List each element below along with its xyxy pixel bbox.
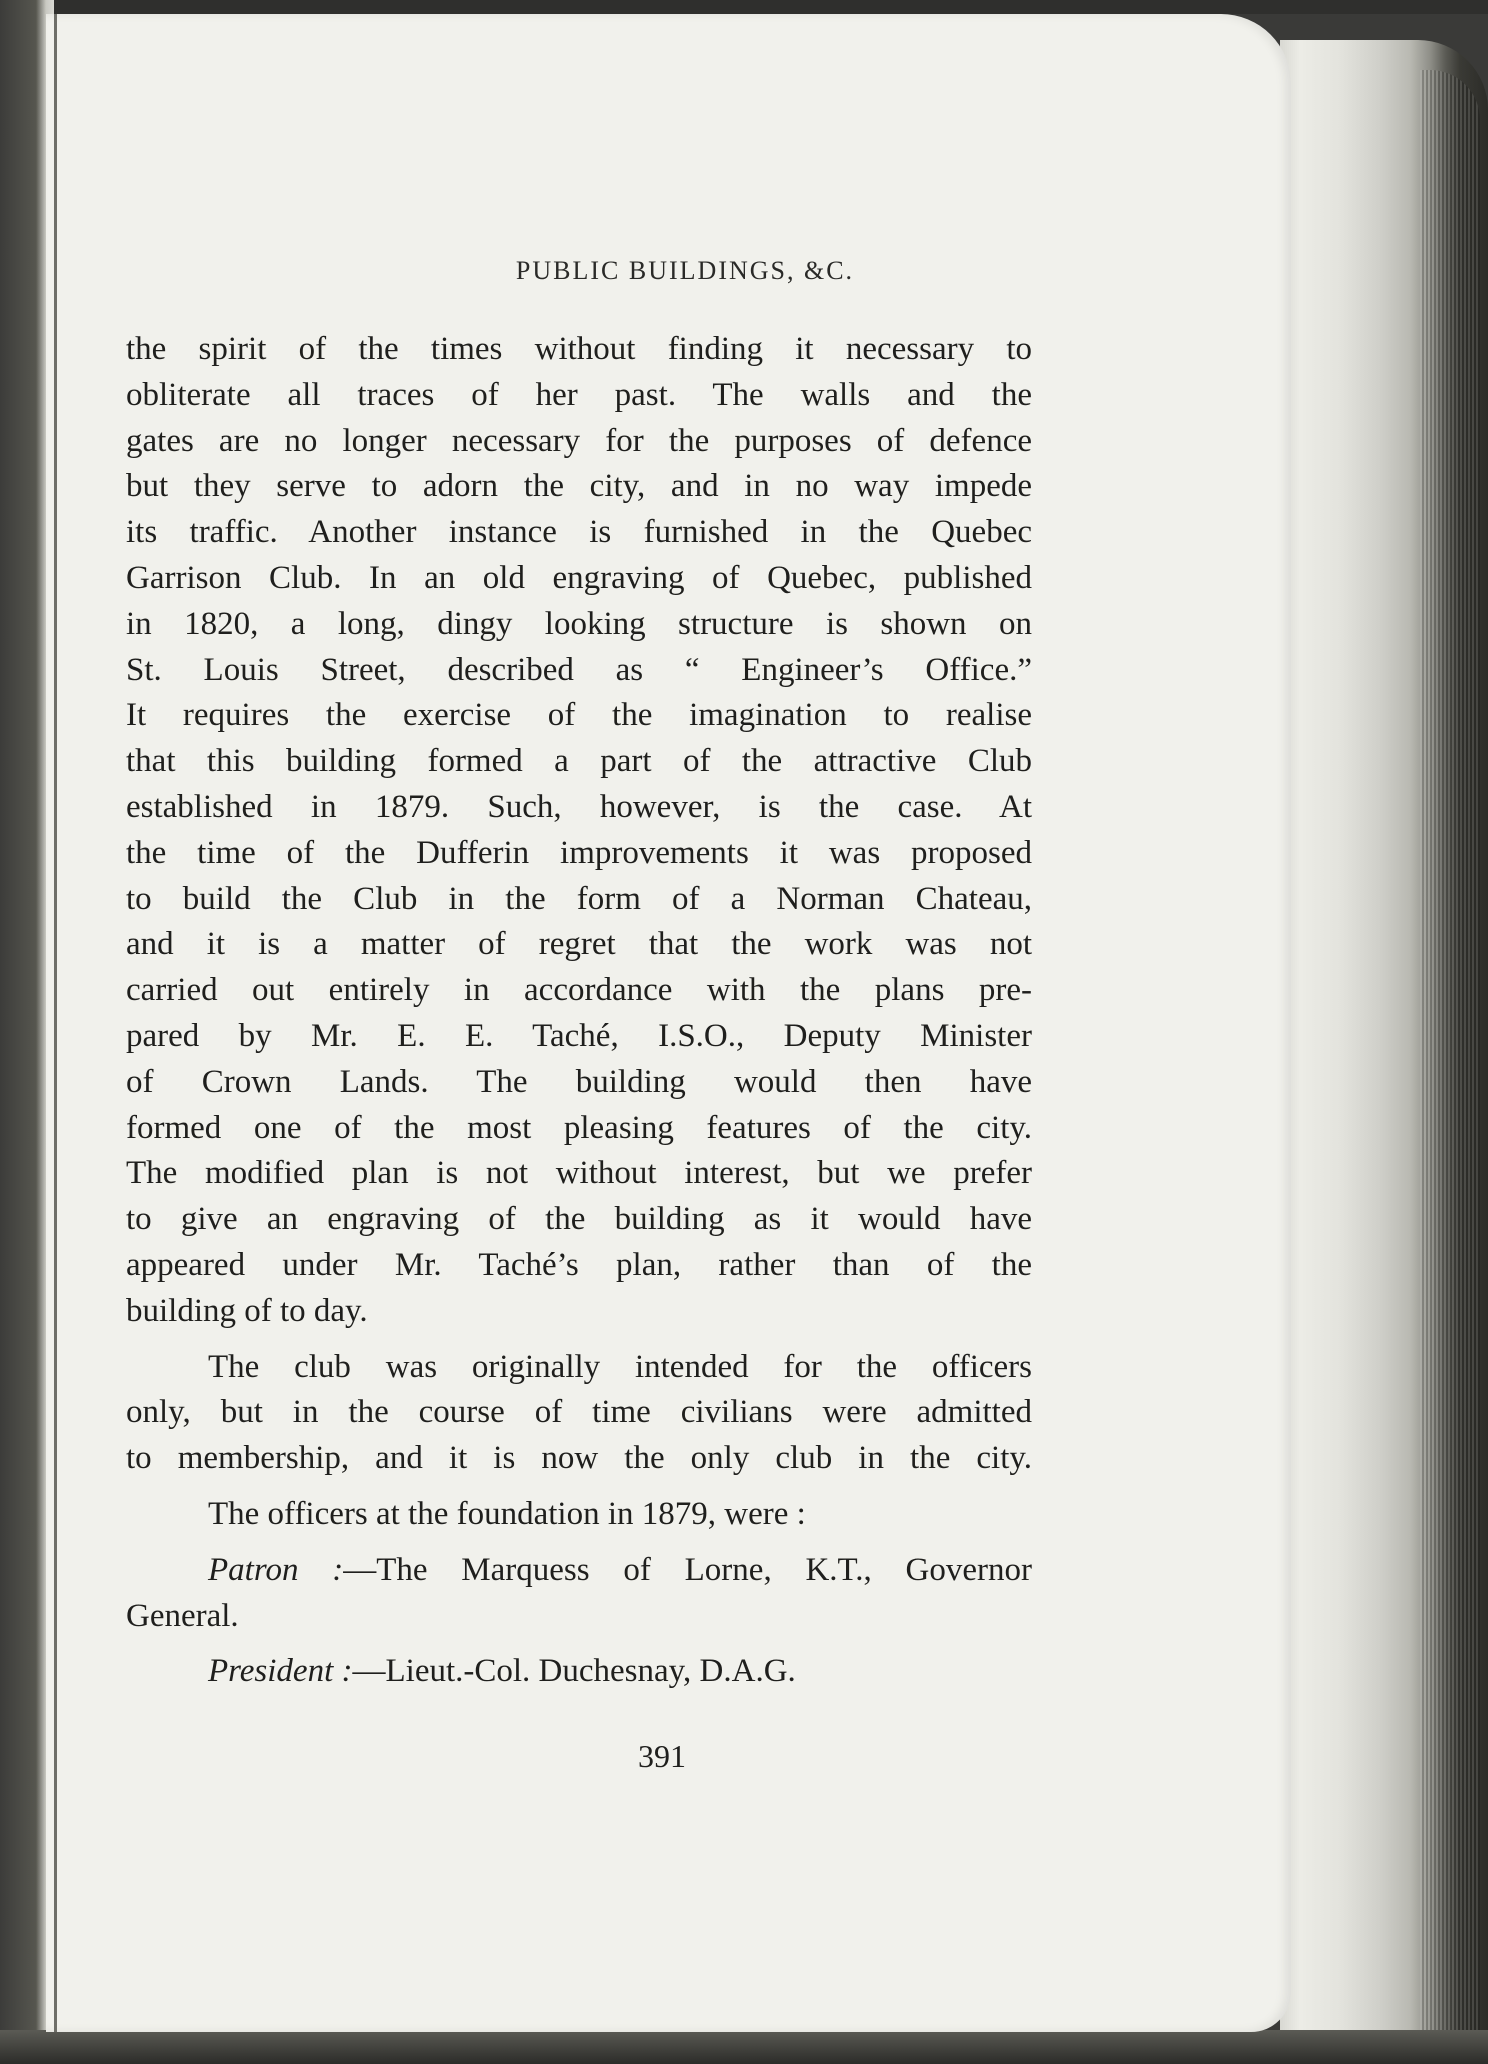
text-line: gates are no longer necessary for the purposes of defence — [126, 422, 1032, 459]
text-line: St. Louis Street, described as “ Engineer’s Office.” — [126, 651, 1032, 688]
text-line: to membership, and it is now the only club in the city. — [126, 1440, 1032, 1477]
text-line: It requires the exercise of the imagination to realise — [126, 697, 1032, 734]
paragraph-gap — [126, 1639, 1032, 1649]
text-line: carried out entirely in accordance with the plans pre- — [126, 972, 1032, 1009]
patron-label: Patron : — [208, 1551, 344, 1588]
president-text: —Lieut.-Col. Duchesnay, D.A.G. — [352, 1653, 796, 1690]
page-number: 391 — [638, 1738, 686, 1774]
patron-line — [126, 1548, 1032, 1594]
text-line: but they serve to adorn the city, and in no way impede — [126, 468, 1032, 505]
text-line: of Crown Lands. The building would then have — [126, 1063, 1032, 1100]
patron-text: —The Marquess of Lorne, K.T., Governor — [343, 1551, 1032, 1588]
text-line: The club was originally intended for the officers — [208, 1348, 1032, 1385]
scan-background-bottom — [0, 2030, 1488, 2064]
text-line: to give an engraving of the building as it would have — [126, 1201, 1032, 1238]
paragraph-gap — [126, 1335, 1032, 1345]
patron-line-2: General. — [126, 1597, 239, 1634]
text-line: formed one of the most pleasing features of the city. — [126, 1109, 1032, 1146]
text-line: its traffic. Another instance is furnished in the Quebec — [126, 514, 1032, 551]
scan-background-top — [0, 0, 1488, 14]
text-line: building of to day. — [126, 1292, 368, 1329]
president-entry — [126, 1649, 1032, 1695]
text-line: Garrison Club. In an old engraving of Quebec, published — [126, 559, 1032, 596]
paragraph-gap — [126, 1538, 1032, 1548]
running-head: PUBLIC BUILDINGS, &C. — [515, 256, 855, 285]
paragraph-2 — [126, 1345, 1032, 1482]
text-line: in 1820, a long, dingy looking structure is shown on — [126, 605, 1032, 642]
text-line: The modified plan is not without interest, but we prefer — [126, 1155, 1032, 1192]
text-line: and it is a matter of regret that the work was not — [126, 926, 1032, 963]
text-line: the time of the Dufferin improvements it was proposed — [126, 834, 1032, 871]
president-label: President : — [208, 1653, 353, 1690]
text-line: only, but in the course of time civilians were admitted — [126, 1394, 1032, 1431]
text-line: The officers at the foundation in 1879, were : — [208, 1495, 806, 1532]
text-line: pared by Mr. E. E. Taché, I.S.O., Deputy Minister — [126, 1017, 1032, 1054]
book-page-edge-lines — [1420, 70, 1480, 2060]
paragraph-gap — [126, 1482, 1032, 1492]
patron-entry — [126, 1548, 1032, 1640]
text-line: the spirit of the times without finding it necessary to — [126, 331, 1032, 367]
text-line: appeared under Mr. Taché’s plan, rather than of the — [126, 1246, 1032, 1283]
president-line — [126, 1649, 1032, 1695]
text-line: established in 1879. Such, however, is the case. At — [126, 788, 1032, 825]
text-line: that this building formed a part of the attractive Club — [126, 743, 1032, 780]
text-line: to build the Club in the form of a Norman Chateau, — [126, 880, 1032, 917]
paragraph-1 — [126, 327, 1032, 1335]
gutter-line — [54, 14, 57, 2032]
body-text — [126, 327, 1032, 1695]
paragraph-3 — [126, 1492, 1032, 1538]
text-line: obliterate all traces of her past. The walls and the — [126, 376, 1032, 413]
